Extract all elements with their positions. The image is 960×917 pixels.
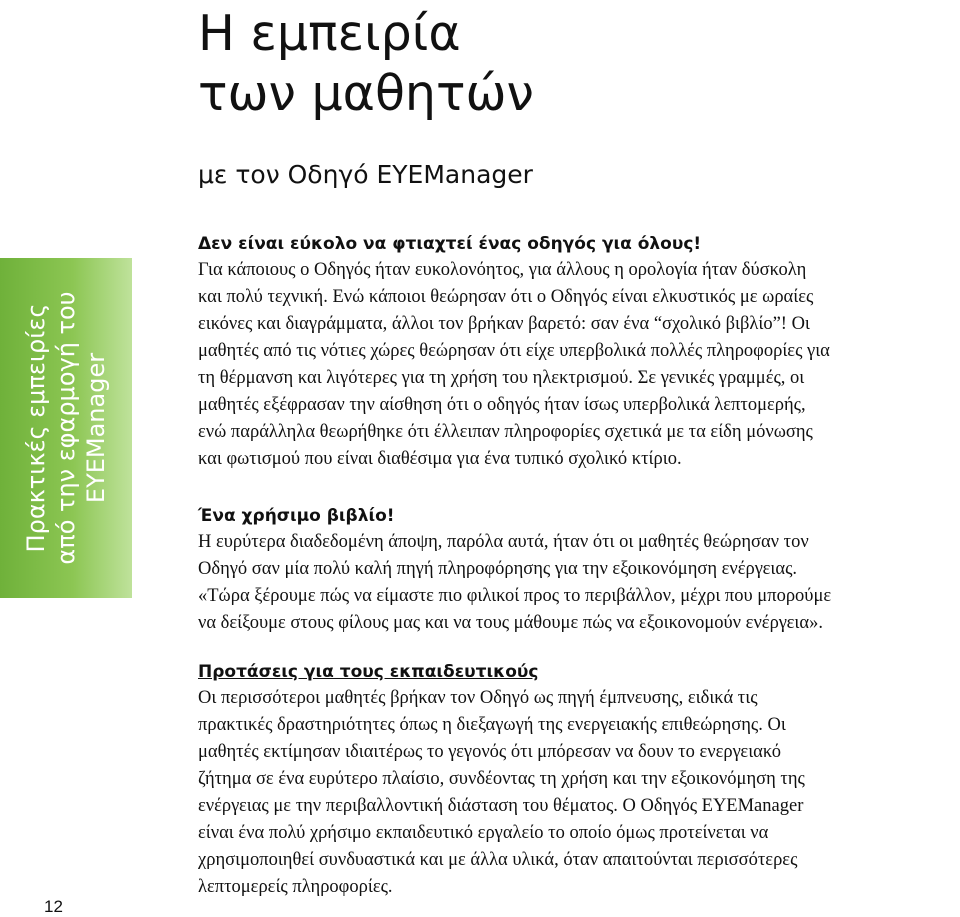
text-line: ζήτημα σε ένα ευρύτερο πλαίσιο, συνδέοντας τη χρήση και την εξοικονόμηση της	[198, 769, 805, 789]
text-line: πρακτικές δραστηριότητες όπως η διεξαγωγή της ενεργειακής επιθεώρησης. Οι	[198, 715, 786, 735]
section-useful-book	[198, 503, 958, 637]
text-line: να δείξουμε στους φίλους μας και να τους μάθουμε πώς να εξοικονομούν ενέργεια».	[198, 613, 823, 633]
text-line: Οδηγό σαν μία πολύ καλή πηγή πληροφόρησης για την εξοικονόμηση ενέργειας.	[198, 559, 798, 579]
page-number: 12	[44, 897, 63, 916]
text-line: και φωτισμού που είναι διαθέσιμα για ένα τυπικό σχολικό κτίριο.	[198, 449, 682, 469]
section-not-easy	[198, 231, 958, 473]
section-heading: Δεν είναι εύκολο να φτιαχτεί ένας οδηγός για όλους!	[198, 234, 702, 254]
page-subtitle: με τον Οδηγό EYEManager	[198, 160, 533, 189]
section-heading: Ένα χρήσιμο βιβλίο!	[198, 506, 395, 526]
section-body	[198, 529, 958, 637]
sidebar-banner	[0, 258, 132, 598]
sidebar-line: Πρακτικές εμπειρίες	[22, 303, 50, 553]
text-line: ενέργειας με την περιβαλλοντική διάσταση του θέματος. Ο Οδηγός EYEManager	[198, 796, 804, 816]
section-teacher-suggestions	[198, 659, 958, 901]
section-heading: Προτάσεις για τους εκπαιδευτικούς	[198, 662, 539, 682]
text-line: λεπτομερείς πληροφορίες.	[198, 877, 393, 897]
text-line: Οι περισσότεροι μαθητές βρήκαν τον Οδηγό ως πηγή έμπνευσης, ειδικά τις	[198, 688, 758, 708]
text-line: μαθητές εκτίμησαν ιδιαιτέρως το γεγονός ότι μπόρεσαν να δουν το ενεργειακό	[198, 742, 782, 762]
text-line: ενώ παράλληλα θεωρήθηκε ότι έλλειπαν πληροφορίες σχετικά με τα είδη μόνωσης	[198, 422, 813, 442]
text-line: είναι ένα πολύ χρήσιμο εκπαιδευτικό εργαλείο το οποίο όμως προτείνεται να	[198, 823, 769, 843]
sidebar-line: από την εφαρμογή του	[52, 291, 80, 565]
page-title-line: Η εμπειρία	[198, 5, 461, 62]
text-line: χρησιμοποιηθεί συνδυαστικά και με άλλα υλικά, όταν απαιτούνται περισσότερες	[198, 850, 798, 870]
section-body	[198, 257, 958, 473]
text-line: εικόνες και διαγράμματα, άλλοι τον βρήκαν βαρετό: σαν ένα “σχολικό βιβλίο”! Οι	[198, 314, 810, 334]
text-line: Για κάποιους ο Οδηγός ήταν ευκολονόητος, για άλλους η ορολογία ήταν δύσκολη	[198, 260, 807, 280]
text-line: μαθητές εξέφρασαν την αίσθηση ότι ο οδηγός ήταν ίσως υπερβολικά λεπτομερής,	[198, 395, 806, 415]
sidebar-line: EYEManager	[82, 352, 110, 504]
page-title-line: των μαθητών	[198, 65, 534, 122]
text-line: Η ευρύτερα διαδεδομένη άποψη, παρόλα αυτά, ήταν ότι οι μαθητές θεώρησαν τον	[198, 532, 809, 552]
text-line: μαθητές από τις νότιες χώρες θεώρησαν ότι είχε υπερβολικά πολλές πληροφορίες για	[198, 341, 830, 361]
sidebar-title	[21, 263, 111, 593]
text-line: τη θέρμανση και λιγότερες για τη χρήση του ηλεκτρισμού. Σε γενικές γραμμές, οι	[198, 368, 805, 388]
text-line: και πολύ τεχνική. Ενώ κάποιοι θεώρησαν ότι ο Οδηγός είναι ελκυστικός με ωραίες	[198, 287, 814, 307]
section-body	[198, 685, 958, 901]
page-title	[198, 4, 534, 124]
text-line: «Τώρα ξέρουμε πώς να είμαστε πιο φιλικοί προς το περιβάλλον, μέχρι που μπορούμε	[198, 586, 832, 606]
